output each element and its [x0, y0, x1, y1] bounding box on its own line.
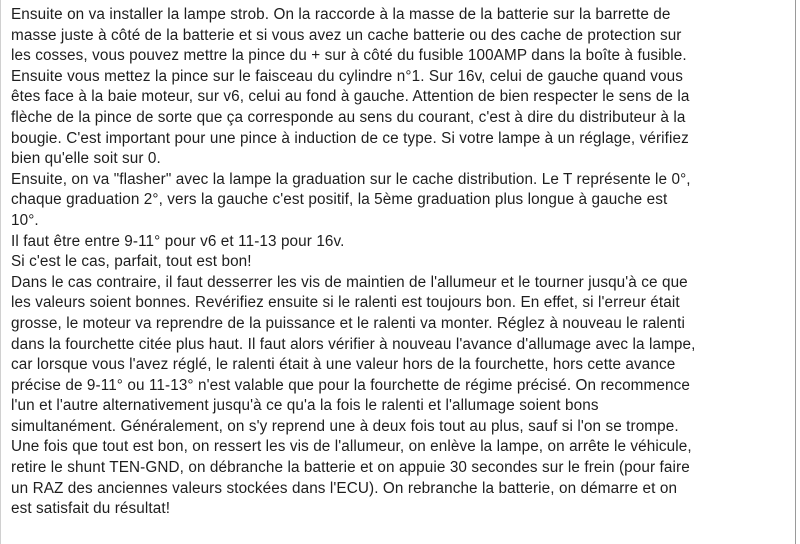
text-line: dans la fourchette citée plus haut. Il faut alors vérifier à nouveau l'avance d'allumage avec la lampe,	[11, 335, 696, 353]
text-line: êtes face à la baie moteur, sur v6, celui au fond à gauche. Attention de bien respecter le sens de la	[11, 88, 690, 106]
text-line: les valeurs soient bonnes. Revérifiez ensuite si le ralenti est toujours bon. En effet, si l'erreur était	[11, 294, 680, 312]
text-line: flèche de la pince de sorte que ça corresponde au sens du courant, c'est à dire du distributeur à la	[11, 108, 686, 126]
text-line: chaque graduation 2°, vers la gauche c'est positif, la 5ème graduation plus longue à gauche est	[11, 191, 668, 209]
document-text	[11, 5, 791, 520]
text-line: grosse, le moteur va reprendre de la puissance et le ralenti va monter. Réglez à nouveau le ralenti	[11, 314, 685, 332]
text-line: Si c'est le cas, parfait, tout est bon!	[11, 253, 252, 271]
text-line: simultanément. Généralement, on s'y reprend une à deux fois tout au plus, sauf si l'on se trompe.	[11, 417, 679, 435]
text-line: l'un et l'autre alternativement jusqu'à ce qu'a la fois le ralenti et l'allumage soient bons	[11, 397, 599, 415]
text-line: Il faut être entre 9-11° pour v6 et 11-13 pour 16v.	[11, 232, 345, 250]
text-line: les cosses, vous pouvez mettre la pince du + sur à côté du fusible 100AMP dans la boîte à fusible.	[11, 47, 687, 65]
text-line: un RAZ des anciennes valeurs stockées dans l'ECU). On rebranche la batterie, on démarre et on	[11, 479, 678, 497]
text-line: Dans le cas contraire, il faut desserrer les vis de maintien de l'allumeur et le tourner jusqu'à ce que	[11, 273, 688, 291]
text-line: bien qu'elle soit sur 0.	[11, 150, 161, 168]
text-line: Ensuite, on va "flasher" avec la lampe la graduation sur le cache distribution. Le T représente le 0°,	[11, 170, 691, 188]
text-line: retire le shunt TEN-GND, on débranche la batterie et on appuie 30 secondes sur le frein (pour faire	[11, 459, 690, 477]
text-line: bougie. C'est important pour une pince à induction de ce type. Si votre lampe à un réglage, vérifiez	[11, 129, 689, 147]
text-line: Ensuite vous mettez la pince sur le faisceau du cylindre n°1. Sur 16v, celui de gauche quand vous	[11, 67, 683, 85]
text-line: est satisfait du résultat!	[11, 500, 171, 518]
text-line: Une fois que tout est bon, on ressert les vis de l'allumeur, on enlève la lampe, on arrête le véhicule,	[11, 438, 692, 456]
text-line: Ensuite on va installer la lampe strob. On la raccorde à la masse de la batterie sur la barrette de	[11, 6, 671, 23]
text-line: car lorsque vous l'avez réglé, le ralenti était à une valeur hors de la fourchette, hors cette avance	[11, 356, 676, 374]
text-line: précise de 9-11° ou 11-13° n'est valable que pour la fourchette de régime précisé. On recommence	[11, 376, 690, 394]
text-line: masse juste à côté de la batterie et si vous avez un cache batterie ou des cache de protection sur	[11, 26, 682, 44]
text-line: 10°.	[11, 211, 39, 229]
